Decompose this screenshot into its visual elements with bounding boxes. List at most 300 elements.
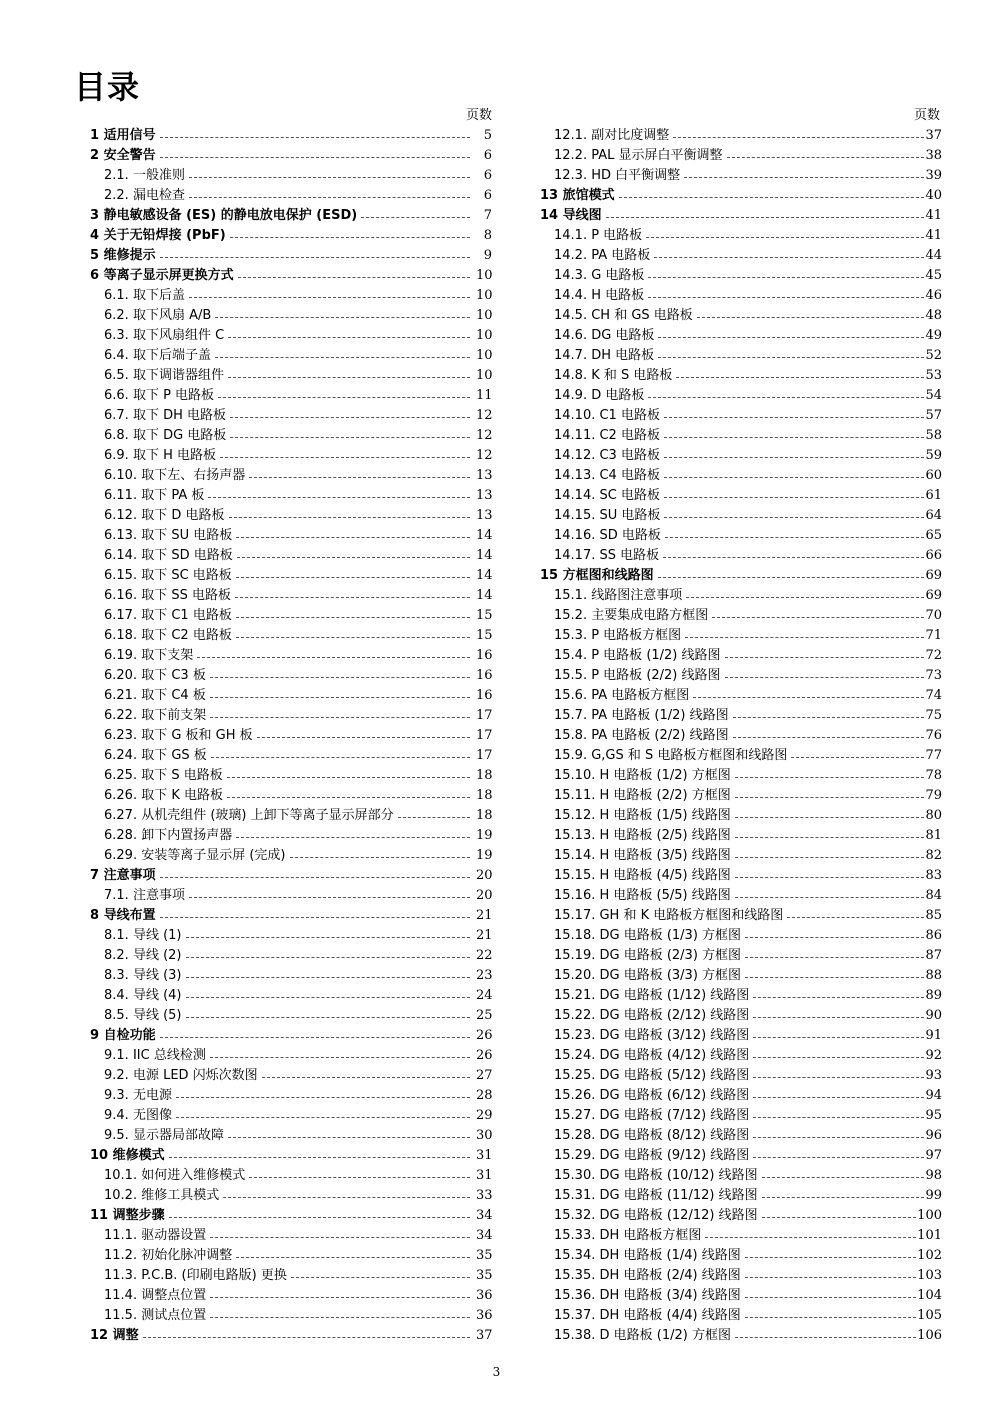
toc-entry[interactable] [82,346,492,366]
toc-entry-page: 13 [476,508,493,523]
toc-entry-label: 6.15. 取下 SC 电路板 [104,568,232,583]
toc-entry[interactable] [82,386,492,406]
toc-entry[interactable] [532,306,942,326]
toc-entry-page: 74 [925,688,942,703]
toc-entry-page: 87 [925,948,942,963]
toc-leader-dashes [160,137,470,138]
toc-entry[interactable] [532,1006,942,1026]
toc-entry-label: 15.29. DG 电路板 (9/12) 线路图 [554,1148,750,1163]
toc-entry[interactable] [82,1106,492,1126]
toc-entry-page: 105 [917,1308,942,1323]
toc-entry-label: 15.13. H 电路板 (2/5) 线路图 [554,828,731,843]
toc-leader-dashes [160,1037,470,1038]
toc-entry-page: 28 [476,1088,493,1103]
toc-entry-page: 86 [925,928,942,943]
toc-entry[interactable] [532,686,942,706]
toc-entry-page: 69 [925,588,942,603]
toc-entry-page: 26 [476,1028,493,1043]
toc-entry-label: 15.10. H 电路板 (1/2) 方框图 [554,768,731,783]
toc-entry-label: 6.10. 取下左、右扬声器 [104,468,246,483]
toc-entry[interactable] [82,846,492,866]
toc-entry[interactable] [82,486,492,506]
toc-leader-dashes [210,1297,470,1298]
toc-entry-page: 100 [917,1208,942,1223]
toc-leader-dashes [215,317,470,318]
toc-entry[interactable] [82,886,492,906]
toc-entry[interactable] [82,1186,492,1206]
toc-entry-label: 6.25. 取下 S 电路板 [104,768,223,783]
toc-entry[interactable] [532,886,942,906]
toc-entry[interactable] [532,1026,942,1046]
toc-entry[interactable] [532,586,942,606]
toc-entry[interactable] [82,286,492,306]
toc-entry[interactable] [82,826,492,846]
toc-entry-page: 35 [476,1248,493,1263]
toc-entry[interactable] [532,966,942,986]
toc-entry-page: 90 [925,1008,942,1023]
toc-entry-label: 6.28. 卸下内置扬声器 [104,828,233,843]
toc-entry-page: 20 [476,868,493,883]
toc-entry[interactable] [82,426,492,446]
page-title: 目录 [74,68,141,106]
toc-entry[interactable] [532,1306,942,1326]
toc-entry-page: 53 [925,368,942,383]
toc-leader-dashes [735,777,925,778]
toc-entry-page: 19 [476,828,493,843]
toc-entry-label: 12.1. 副对比度调整 [554,128,670,143]
toc-entry[interactable] [532,646,942,666]
toc-entry[interactable] [82,406,492,426]
toc-leader-dashes [169,1217,470,1218]
toc-entry[interactable] [82,606,492,626]
toc-entry[interactable] [532,786,942,806]
toc-leader-dashes [753,997,924,998]
toc-entry[interactable] [82,946,492,966]
toc-entry[interactable] [82,186,492,206]
toc-leader-dashes [186,957,471,958]
toc-leader-dashes [218,397,470,398]
toc-leader-dashes [227,777,470,778]
toc-entry[interactable] [532,1146,942,1166]
toc-entry[interactable] [532,506,942,526]
toc-entry[interactable] [82,646,492,666]
toc-leader-dashes [230,437,470,438]
toc-entry[interactable] [532,1266,942,1286]
toc-entry-page: 9 [483,248,492,263]
toc-entry[interactable] [82,306,492,326]
toc-entry-page: 97 [925,1148,942,1163]
toc-entry-page: 13 [476,488,493,503]
toc-entry-label: 15.17. GH 和 K 电路板方框图和线路图 [554,908,784,923]
toc-entry-label: 13 旅馆模式 [540,188,615,203]
toc-leader-dashes [648,277,924,278]
toc-entry-page: 10 [476,348,493,363]
toc-entry[interactable] [82,466,492,486]
toc-leader-dashes [223,1197,470,1198]
toc-entry-page: 18 [476,788,493,803]
toc-entry[interactable] [82,366,492,386]
toc-entry-page: 104 [917,1288,942,1303]
toc-leader-dashes [210,1237,470,1238]
toc-entry-label: 3 静电敏感设备 (ES) 的静电放电保护 (ESD) [90,208,358,223]
toc-entry[interactable] [532,1246,942,1266]
toc-entry[interactable] [82,546,492,566]
toc-leader-dashes [238,277,470,278]
toc-entry[interactable] [532,406,942,426]
toc-entry-label: 6.1. 取下后盖 [104,288,185,303]
toc-entry-page: 102 [917,1248,942,1263]
toc-entry-page: 36 [476,1308,493,1323]
toc-entry-page: 16 [476,648,493,663]
toc-entry[interactable] [532,666,942,686]
toc-leader-dashes [684,177,924,178]
toc-entry[interactable] [82,746,492,766]
toc-entry-page: 75 [925,708,942,723]
toc-entry[interactable] [532,1086,942,1106]
toc-entry[interactable] [82,126,492,146]
toc-entry[interactable] [82,1326,492,1346]
toc-entry[interactable] [82,906,492,926]
toc-entry-page: 91 [925,1028,942,1043]
toc-entry-page: 52 [925,348,942,363]
toc-leader-dashes [220,457,470,458]
toc-entry-label: 15.20. DG 电路板 (3/3) 方框图 [554,968,742,983]
toc-entry-label: 14.4. H 电路板 [554,288,645,303]
toc-entry[interactable] [532,126,942,146]
toc-entry-label: 15.37. DH 电路板 (4/4) 线路图 [554,1308,741,1323]
toc-entry[interactable] [82,926,492,946]
toc-entry[interactable] [82,166,492,186]
toc-leader-dashes [361,217,470,218]
toc-leader-dashes [236,637,470,638]
toc-entry-page: 85 [925,908,942,923]
toc-entry[interactable] [532,466,942,486]
toc-entry-label: 11.1. 驱动器设置 [104,1228,207,1243]
toc-entry-label: 11.5. 测试点位置 [104,1308,207,1323]
toc-entry-label: 10.1. 如何进入维修模式 [104,1168,246,1183]
toc-entry-label: 14.5. CH 和 GS 电路板 [554,308,693,323]
toc-entry-page: 10 [476,268,493,283]
toc-entry-label: 15.12. H 电路板 (1/5) 线路图 [554,808,731,823]
toc-entry[interactable] [82,526,492,546]
toc-entry-label: 15.28. DG 电路板 (8/12) 线路图 [554,1128,750,1143]
toc-entry-page: 89 [925,988,942,1003]
toc-entry[interactable] [82,1286,492,1306]
toc-entry-label: 6.17. 取下 C1 电路板 [104,608,232,623]
toc-entry-page: 64 [925,508,942,523]
toc-entry-label: 15.8. PA 电路板 (2/2) 线路图 [554,728,729,743]
toc-leader-dashes [257,737,470,738]
toc-entry-label: 2.1. 一般准则 [104,168,185,183]
toc-entry-page: 16 [476,688,493,703]
toc-entry-page: 101 [917,1228,942,1243]
toc-entry[interactable] [532,946,942,966]
toc-entry-page: 6 [483,168,492,183]
toc-entry-label: 14.16. SD 电路板 [554,528,661,543]
toc-entry[interactable] [532,326,942,346]
toc-entry-label: 6.9. 取下 H 电路板 [104,448,216,463]
toc-entry[interactable] [532,206,942,226]
toc-entry[interactable] [82,1026,492,1046]
toc-entry[interactable] [82,726,492,746]
toc-entry-page: 10 [476,288,493,303]
toc-entry[interactable] [82,586,492,606]
toc-entry[interactable] [82,666,492,686]
toc-entry-page: 70 [925,608,942,623]
toc-entry-label: 9.4. 无图像 [104,1108,172,1123]
toc-leader-dashes [236,617,470,618]
toc-entry[interactable] [532,1206,942,1226]
toc-entry[interactable] [532,426,942,446]
toc-entry[interactable] [532,986,942,1006]
toc-leader-dashes [658,357,924,358]
toc-leader-dashes [745,977,924,978]
toc-entry[interactable] [532,706,942,726]
toc-entry-page: 96 [925,1128,942,1143]
toc-entry[interactable] [82,206,492,226]
toc-entry-label: 6.27. 从机壳组件 (玻璃) 上卸下等离子显示屏部分 [104,808,394,823]
toc-entry-page: 14 [476,588,493,603]
toc-leader-dashes [745,937,924,938]
toc-entry-page: 54 [925,388,942,403]
toc-entry[interactable] [82,986,492,1006]
toc-leader-dashes [160,157,470,158]
toc-entry[interactable] [82,686,492,706]
toc-entry-label: 6.6. 取下 P 电路板 [104,388,215,403]
toc-entry[interactable] [532,926,942,946]
toc-entry-page: 17 [476,748,493,763]
toc-entry[interactable] [82,1206,492,1226]
toc-entry-page: 15 [476,628,493,643]
toc-entry-label: 15.19. DG 电路板 (2/3) 方框图 [554,948,742,963]
toc-entry-page: 6 [483,188,492,203]
toc-entry-page: 14 [476,568,493,583]
toc-entry-label: 6.12. 取下 D 电路板 [104,508,225,523]
toc-leader-dashes [745,957,924,958]
toc-entry[interactable] [532,1186,942,1206]
toc-entry[interactable] [82,706,492,726]
toc-entry-label: 15.24. DG 电路板 (4/12) 线路图 [554,1048,750,1063]
toc-entry[interactable] [82,1166,492,1186]
toc-entry[interactable] [532,286,942,306]
toc-leader-dashes [753,1137,924,1138]
toc-entry-page: 106 [917,1328,942,1343]
toc-leader-dashes [230,417,470,418]
toc-entry[interactable] [532,1126,942,1146]
toc-entry-label: 15.35. DH 电路板 (2/4) 线路图 [554,1268,741,1283]
toc-leader-dashes [791,757,924,758]
toc-entry[interactable] [532,526,942,546]
toc-entry[interactable] [532,1226,942,1246]
toc-entry-page: 59 [925,448,942,463]
toc-entry[interactable] [82,1126,492,1146]
toc-entry-label: 15.16. H 电路板 (5/5) 线路图 [554,888,731,903]
toc-entry-page: 19 [476,848,493,863]
toc-entry-page: 98 [925,1168,942,1183]
toc-entry-label: 15.21. DG 电路板 (1/12) 线路图 [554,988,750,1003]
toc-leader-dashes [735,1337,916,1338]
toc-leader-dashes [664,457,924,458]
toc-entry-page: 17 [476,708,493,723]
toc-entry-label: 14.13. C4 电路板 [554,468,660,483]
toc-entry[interactable] [82,1226,492,1246]
toc-entry-label: 15 方框图和线路图 [540,568,654,583]
toc-leader-dashes [762,1217,917,1218]
toc-leader-dashes [745,1277,916,1278]
page-number: 3 [492,1365,501,1379]
toc-entry-page: 33 [476,1188,493,1203]
toc-entry[interactable] [532,826,942,846]
toc-leader-dashes [762,1197,925,1198]
toc-entry[interactable] [532,246,942,266]
toc-leader-dashes [291,1277,470,1278]
toc-entry-label: 15.4. P 电路板 (1/2) 线路图 [554,648,721,663]
toc-leader-dashes [237,557,470,558]
toc-leader-dashes [249,1177,470,1178]
toc-entry[interactable] [532,1166,942,1186]
toc-entry[interactable] [532,186,942,206]
toc-leader-dashes [235,597,470,598]
toc-leader-dashes [228,1137,470,1138]
toc-entry-label: 15.9. G,GS 和 S 电路板方框图和线路图 [554,748,788,763]
toc-entry-label: 14.11. C2 电路板 [554,428,660,443]
toc-entry[interactable] [532,1326,942,1346]
toc-leader-dashes [189,897,470,898]
toc-entry[interactable] [532,606,942,626]
toc-entry-label: 12.2. PAL 显示屏白平衡调整 [554,148,723,163]
toc-entry-label: 15.36. DH 电路板 (3/4) 线路图 [554,1288,741,1303]
toc-entry[interactable] [82,1306,492,1326]
toc-entry[interactable] [532,266,942,286]
toc-leader-dashes [727,157,925,158]
toc-entry[interactable] [532,486,942,506]
toc-leader-dashes [753,1097,924,1098]
toc-entry[interactable] [532,1046,942,1066]
toc-entry[interactable] [82,566,492,586]
toc-entry[interactable] [532,226,942,246]
toc-entry[interactable] [532,1106,942,1126]
toc-entry-page: 23 [476,968,493,983]
toc-entry[interactable] [532,346,942,366]
toc-entry-page: 15 [476,608,493,623]
toc-leader-dashes [762,1177,925,1178]
toc-leader-dashes [725,677,925,678]
toc-entry-label: 9.1. IIC 总线检测 [104,1048,206,1063]
toc-entry[interactable] [82,866,492,886]
toc-entry[interactable] [82,506,492,526]
toc-entry[interactable] [82,626,492,646]
toc-entry[interactable] [82,1146,492,1166]
toc-entry-label: 15.27. DG 电路板 (7/12) 线路图 [554,1108,750,1123]
toc-leader-dashes [697,317,925,318]
toc-entry[interactable] [532,626,942,646]
toc-leader-dashes [606,217,925,218]
toc-entry[interactable] [532,1066,942,1086]
toc-entry[interactable] [532,906,942,926]
toc-entry-page: 103 [917,1268,942,1283]
toc-entry-page: 14 [476,548,493,563]
toc-entry[interactable] [532,766,942,786]
toc-entry[interactable] [82,1086,492,1106]
toc-leader-dashes [676,377,924,378]
toc-entry-label: 15.5. P 电路板 (2/2) 线路图 [554,668,721,683]
toc-leader-dashes [753,1157,924,1158]
toc-entry[interactable] [82,1066,492,1086]
toc-entry[interactable] [82,786,492,806]
toc-entry-label: 6.23. 取下 G 板和 GH 板 [104,728,253,743]
toc-entry-page: 35 [476,1268,493,1283]
toc-entry[interactable] [532,846,942,866]
toc-entry[interactable] [532,546,942,566]
toc-entry[interactable] [532,146,942,166]
page-column-header: 页数 [913,108,940,123]
toc-entry[interactable] [82,966,492,986]
toc-entry-label: 6.24. 取下 GS 板 [104,748,207,763]
toc-entry-page: 22 [476,948,493,963]
toc-entry-label: 4 关于无铅焊接 (PbF) [90,228,226,243]
toc-entry[interactable] [82,1246,492,1266]
toc-entry-page: 99 [925,1188,942,1203]
toc-entry-label: 15.3. P 电路板方框图 [554,628,682,643]
toc-entry[interactable] [82,446,492,466]
toc-entry-page: 34 [476,1228,493,1243]
toc-entry-page: 71 [925,628,942,643]
toc-entry[interactable] [82,1046,492,1066]
toc-entry[interactable] [82,1266,492,1286]
toc-entry[interactable] [82,326,492,346]
toc-entry[interactable] [532,166,942,186]
toc-entry[interactable] [82,266,492,286]
toc-entry-label: 2 安全警告 [90,148,156,163]
toc-entry-page: 24 [476,988,493,1003]
toc-entry[interactable] [82,146,492,166]
toc-entry-label: 14.3. G 电路板 [554,268,645,283]
toc-entry[interactable] [82,226,492,246]
toc-entry-page: 10 [476,368,493,383]
toc-entry-page: 21 [476,928,493,943]
toc-entry-label: 6.26. 取下 K 电路板 [104,788,223,803]
toc-column-right [532,106,942,1346]
toc-leader-dashes [753,1117,924,1118]
toc-entry[interactable] [532,866,942,886]
toc-column-left [82,106,492,1346]
toc-entry-page: 30 [476,1128,493,1143]
toc-entry[interactable] [82,806,492,826]
toc-entry-label: 14.15. SU 电路板 [554,508,661,523]
toc-entry[interactable] [532,1286,942,1306]
toc-leader-dashes [236,537,470,538]
toc-entry[interactable] [532,746,942,766]
toc-entry-page: 84 [925,888,942,903]
toc-entry-page: 14 [476,528,493,543]
toc-entry-label: 8.1. 导线 (1) [104,928,182,943]
toc-entry[interactable] [532,806,942,826]
toc-entry[interactable] [532,726,942,746]
toc-entry-page: 31 [476,1148,493,1163]
toc-entry[interactable] [82,1006,492,1026]
toc-entry[interactable] [532,366,942,386]
toc-entry[interactable] [532,386,942,406]
toc-entry[interactable] [532,446,942,466]
toc-entry-page: 81 [925,828,942,843]
toc-entry-label: 15.22. DG 电路板 (2/12) 线路图 [554,1008,750,1023]
toc-leader-dashes [236,1257,470,1258]
toc-entry-label: 8.5. 导线 (5) [104,1008,182,1023]
toc-entry[interactable] [82,246,492,266]
toc-entry[interactable] [82,766,492,786]
toc-leader-dashes [210,677,470,678]
toc-entry[interactable] [532,566,942,586]
